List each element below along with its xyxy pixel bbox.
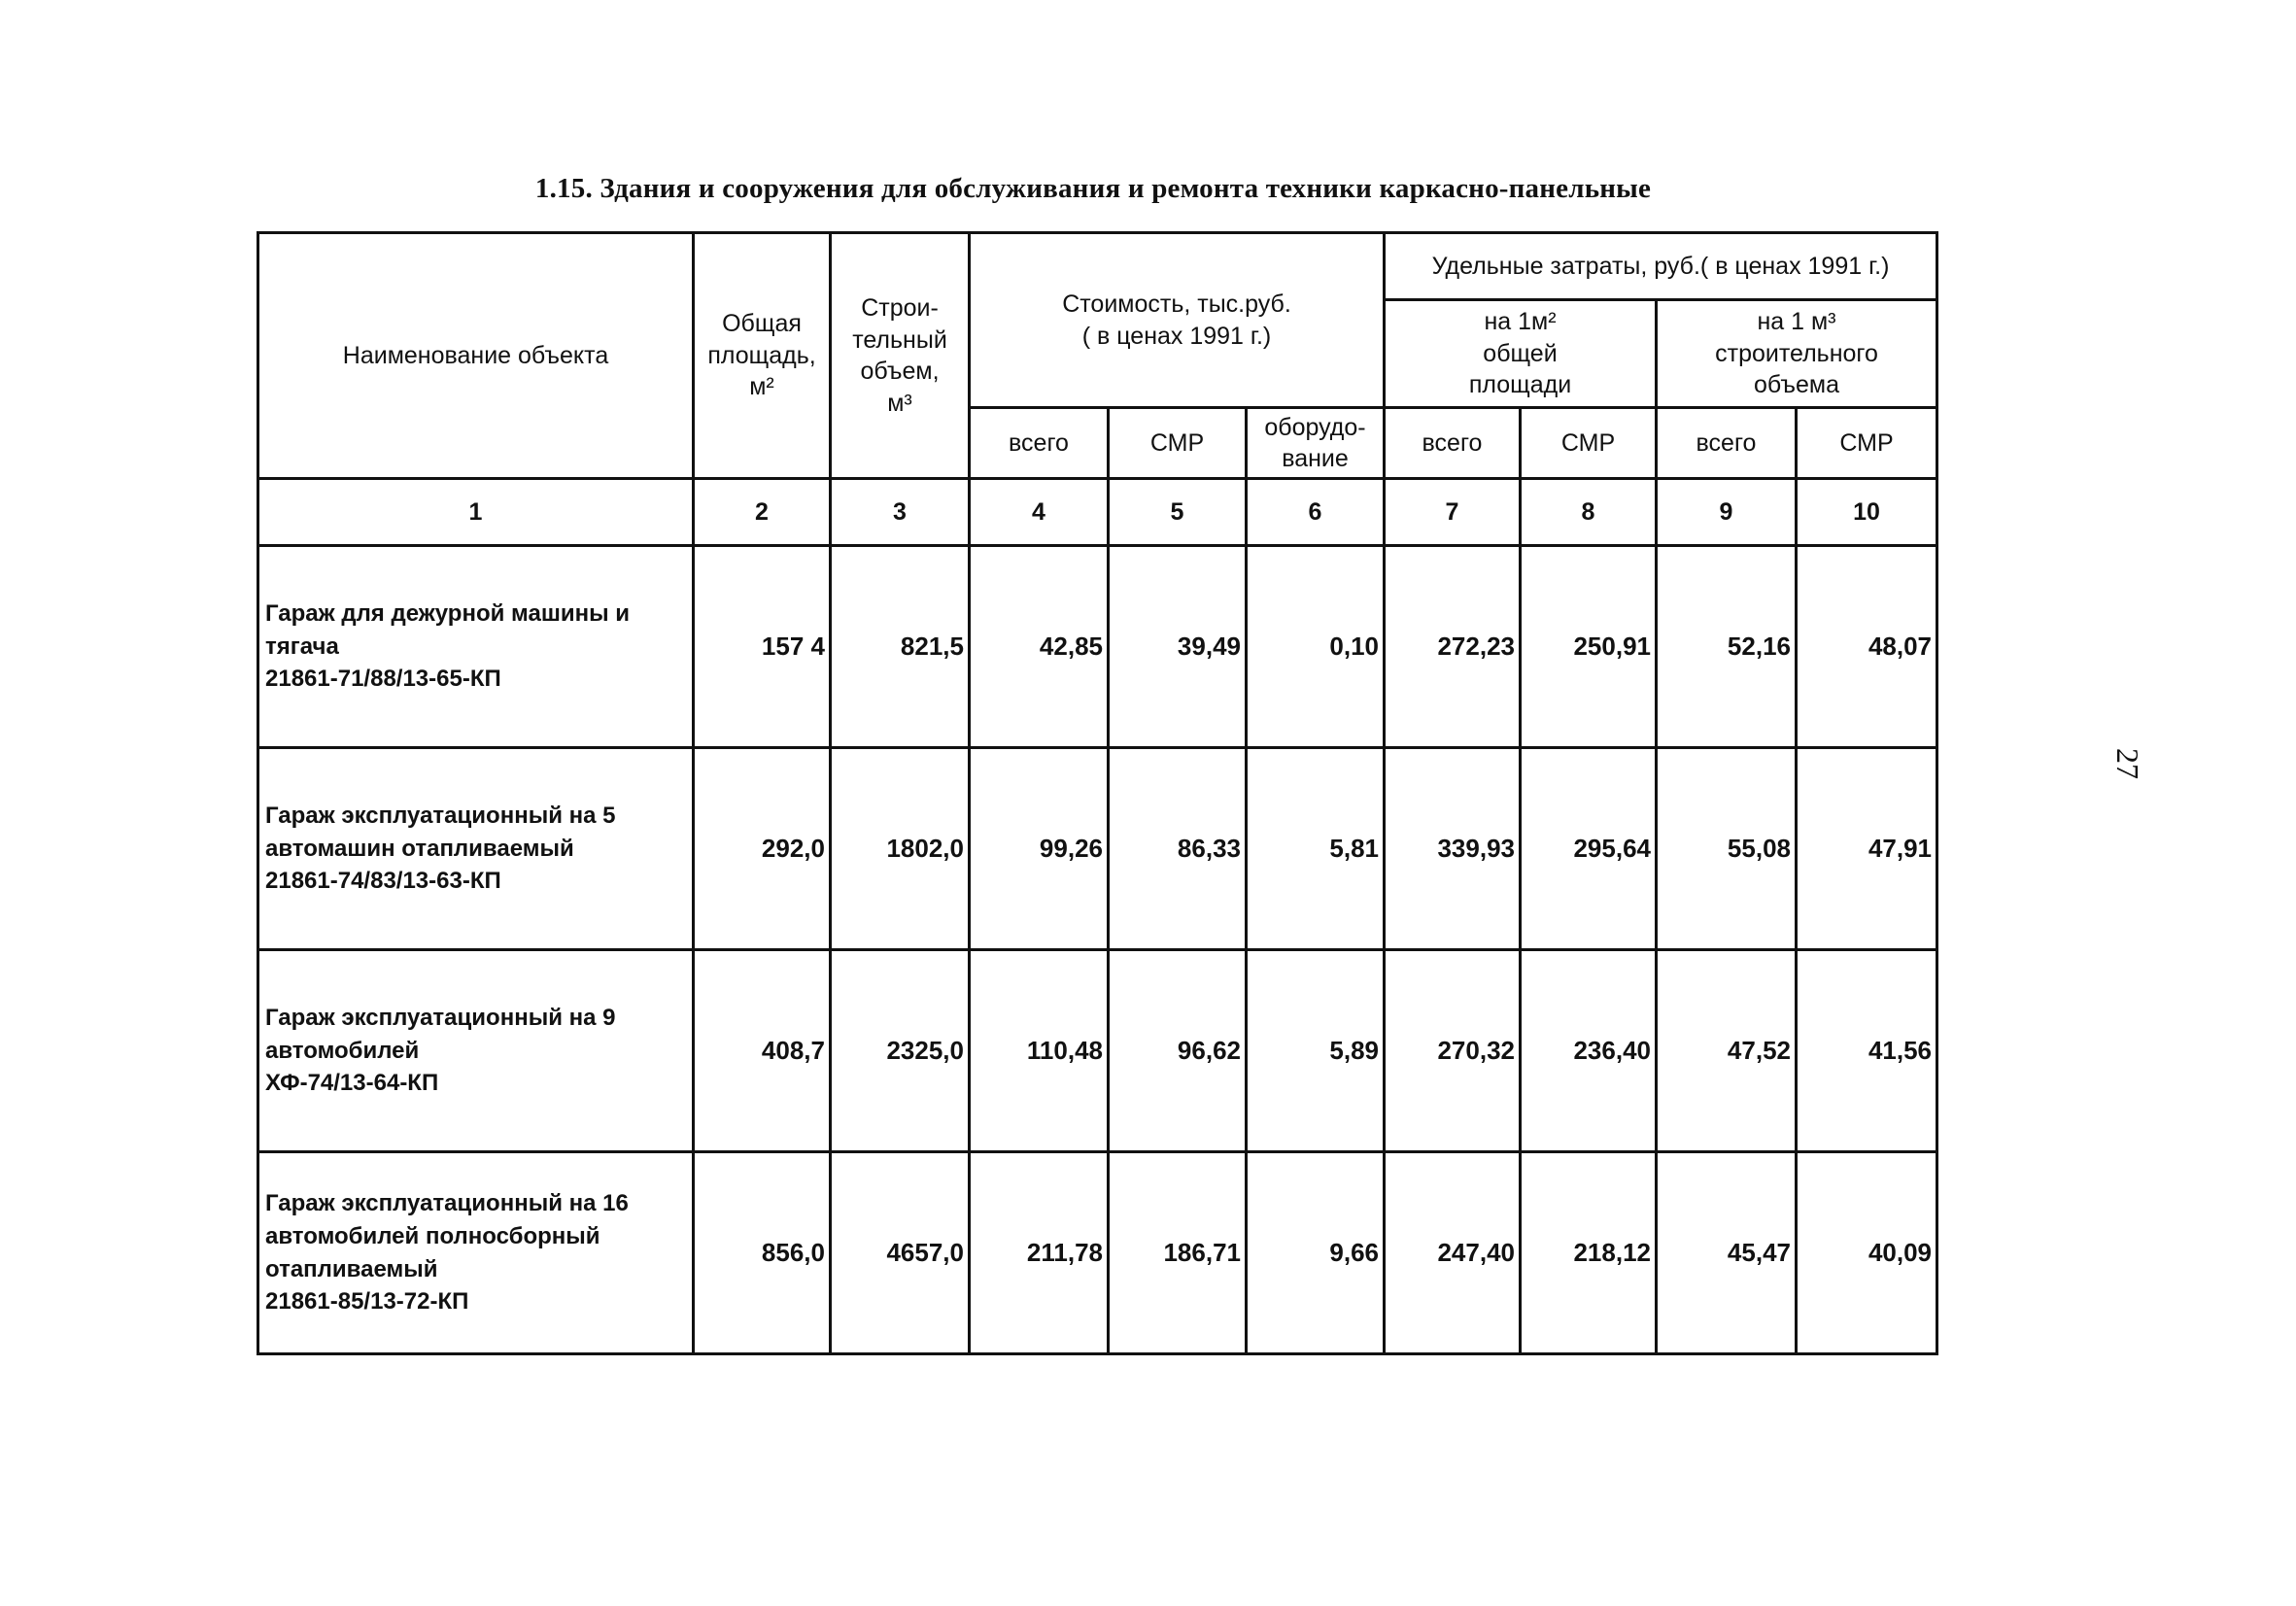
column-number: 5 [1109,479,1247,546]
header-specific-group: Удельные затраты, руб.( в ценах 1991 г.) [1385,233,1937,300]
object-code: ХФ-74/13-64-КП [265,1070,439,1097]
per-m3-smr-value: 48,07 [1797,546,1937,748]
object-name-line: Гараж эксплуатационный на 16 [265,1190,629,1217]
object-name [258,950,694,1152]
header-equipment-line: вание [1282,445,1349,472]
per-m3-smr-value: 41,56 [1797,950,1937,1152]
object-code: 21861-85/13-72-КП [265,1288,469,1316]
cost-smr-value: 39,49 [1109,546,1247,748]
header-m2-total: всего [1385,408,1521,479]
header-per-m3-line: на 1 м³ [1757,308,1836,336]
header-m2-smr: СМР [1521,408,1657,479]
per-m2-smr-value: 236,40 [1521,950,1657,1152]
per-m3-total-value: 45,47 [1657,1152,1797,1354]
per-m3-smr-value: 40,09 [1797,1152,1937,1354]
per-m2-smr-value: 295,64 [1521,748,1657,950]
table-row [258,1152,1937,1354]
cost-smr-value: 86,33 [1109,748,1247,950]
per-m2-total-value: 339,93 [1385,748,1521,950]
per-m2-total-value: 272,23 [1385,546,1521,748]
object-name-line: отапливаемый [265,1255,438,1282]
header-per-m3-line: строительного [1715,339,1878,367]
header-cost-equipment [1247,408,1385,479]
per-m2-total-value: 247,40 [1385,1152,1521,1354]
per-m3-total-value: 55,08 [1657,748,1797,950]
construction-volume-value: 2325,0 [831,950,970,1152]
header-per-m3-line: объема [1754,371,1840,399]
column-number-row [258,479,1937,546]
header-cost-line: ( в ценах 1991 г.) [1081,322,1272,350]
table-row [258,950,1937,1152]
header-per-m2 [1385,300,1657,408]
header-area-line: площадь, [707,341,816,369]
object-name-line: тягача [265,632,339,660]
total-area-value: 856,0 [694,1152,831,1354]
header-m3-smr: СМР [1797,408,1937,479]
header-area-unit: м² [749,373,774,401]
object-name-line: автомашин отапливаемый [265,835,574,862]
cost-smr-value: 186,71 [1109,1152,1247,1354]
cost-total-value: 110,48 [970,950,1109,1152]
header-per-m2-line: общей [1483,339,1558,367]
header-row-1 [258,233,1937,300]
header-equipment-line: оборудо- [1264,413,1366,441]
header-cost-smr: СМР [1109,408,1247,479]
column-number: 6 [1247,479,1385,546]
total-area-value: 292,0 [694,748,831,950]
column-number: 8 [1521,479,1657,546]
cost-equipment-value: 9,66 [1247,1152,1385,1354]
page-number: 27 [2110,748,2145,779]
header-volume-unit: м³ [887,389,912,417]
header-volume-line: Строи- [861,294,939,322]
object-name [258,1152,694,1354]
object-name-line: Гараж для дежурной машины и [265,600,630,628]
object-code: 21861-74/83/13-63-КП [265,868,501,895]
construction-volume-value: 1802,0 [831,748,970,950]
cost-smr-value: 96,62 [1109,950,1247,1152]
header-per-m2-line: на 1м² [1484,308,1557,336]
header-volume-line: объем, [860,358,940,385]
construction-volume-value: 4657,0 [831,1152,970,1354]
cost-total-value: 211,78 [970,1152,1109,1354]
per-m3-total-value: 47,52 [1657,950,1797,1152]
header-name: Наименование объекта [258,233,694,479]
column-number: 3 [831,479,970,546]
header-per-m3 [1657,300,1937,408]
document-title: 1.15. Здания и сооружения для обслуживания и ремонта техники каркасно-панельные [534,173,1652,204]
column-number: 2 [694,479,831,546]
table-row [258,748,1937,950]
column-number: 9 [1657,479,1797,546]
construction-volume-value: 821,5 [831,546,970,748]
object-name-line: Гараж эксплуатационный на 5 [265,803,616,830]
cost-equipment-value: 5,89 [1247,950,1385,1152]
header-area [694,233,831,479]
header-cost-group [970,233,1385,408]
object-name-line: автомобилей полносборный [265,1222,600,1249]
column-number: 7 [1385,479,1521,546]
object-name-line: Гараж эксплуатационный на 9 [265,1005,616,1032]
object-name [258,546,694,748]
per-m2-smr-value: 250,91 [1521,546,1657,748]
header-m3-total: всего [1657,408,1797,479]
column-number: 10 [1797,479,1937,546]
per-m3-smr-value: 47,91 [1797,748,1937,950]
column-number: 4 [970,479,1109,546]
object-name-line: автомобилей [265,1037,420,1064]
object-name [258,748,694,950]
total-area-value: 157 4 [694,546,831,748]
cost-equipment-value: 0,10 [1247,546,1385,748]
header-volume-line: тельный [852,325,947,354]
per-m3-total-value: 52,16 [1657,546,1797,748]
header-cost-line: Стоимость, тыс.руб. [1062,290,1291,318]
object-code: 21861-71/88/13-65-КП [265,666,501,693]
cost-total-value: 99,26 [970,748,1109,950]
header-area-line: Общая [722,310,802,338]
column-number: 1 [258,479,694,546]
table-row [258,546,1937,748]
cost-table [257,231,1938,1355]
total-area-value: 408,7 [694,950,831,1152]
per-m2-total-value: 270,32 [1385,950,1521,1152]
cost-total-value: 42,85 [970,546,1109,748]
header-cost-total: всего [970,408,1109,479]
per-m2-smr-value: 218,12 [1521,1152,1657,1354]
cost-equipment-value: 5,81 [1247,748,1385,950]
header-per-m2-line: площади [1468,371,1572,399]
header-volume [831,233,970,479]
